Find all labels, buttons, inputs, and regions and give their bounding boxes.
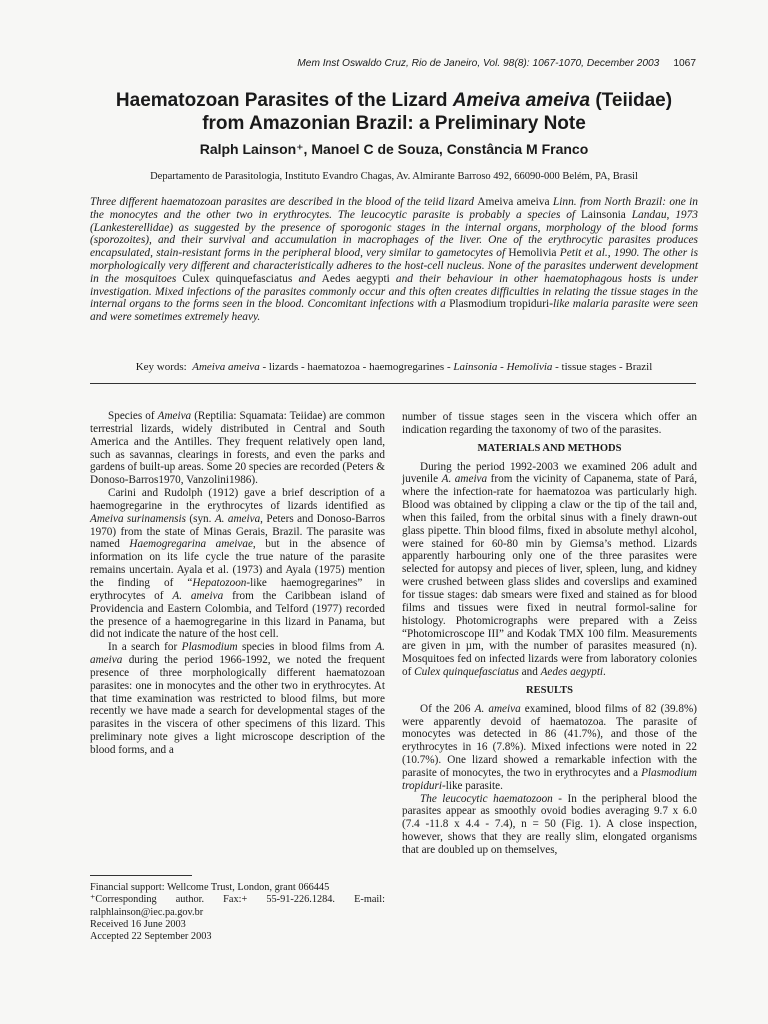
- page-number: 1067: [673, 58, 696, 69]
- right-column: [402, 411, 697, 857]
- title-line1-part2: (Teiidae): [590, 90, 673, 111]
- methods-heading: MATERIALS AND METHODS: [477, 442, 622, 454]
- keywords-label: Key words:: [135, 361, 187, 373]
- title-line2: from Amazonian Brazil: a Preliminary Note: [202, 112, 586, 134]
- running-head: [90, 58, 696, 69]
- left-column: [90, 410, 385, 757]
- keywords: Key words: Ameiva ameiva - lizards - haematozoa - haemogregarines - Lainsonia - Hemolivia - tissue stages - Brazil: [135, 361, 653, 373]
- methods-paragraph: During the period 1992-2003 we examined 206 adult and juvenile A. ameiva from the vicinity of Capanema, state of Pará, where the infection-rate for haematozoa was particularly high. Blood was obtained by clipping a claw or the tip of the tail and, when this failed, from the orbital sinus with a finely drawn-out glass pipette. Thin blood films, fixed in absolute methyl alcohol, were stained for 60-80 min by Giemsa’s method. Lizards apparently harbouring only one of the three parasites were selected for autopsy and pieces of liver, spleen, lung, and kidney were crushed between glass slides and coverslips and examined for tissue stages: dab smears were fixed and stained as for blood films and tissues were fixed in neutral formol-saline for histology. Photomicrographs were prepared with a Zeiss “Photomicroscope III” and Kodak TMX 100 film. Measurements are given in µm, with the number of parasites measured (n). Mosquitoes fed on infected lizards were from laboratory colonies of Culex quinquefasciatus and Aedes aegypti.: [402, 460, 698, 679]
- abstract-divider: [90, 383, 696, 384]
- intro-paragraph-2: Carini and Rudolph (1912) gave a brief description of a haemogregarine in the erythrocytes of lizards identified as Ameiva surinamensis (syn. A. ameiva, Peters and Donoso-Barros 1970) from the state of Minas Gerais, Brazil. The parasite was named Haemogregarina ameivae, but in the absence of information on its life cycle the true nature of the parasite remains uncertain. Ayala et al. (1973) and Ayala (1975) mention the finding of “Hepatozoon-like haemogregarines” in erythrocytes of A. ameiva from the Caribbean island of Providencia and Eastern Colombia, and Telford (1977) recorded the presence of a haemogregarine in this lizard in Panama, but did not indicate the nature of the host cell.: [90, 487, 385, 641]
- title-line1-part1: Haematozoan Parasites of the Lizard: [115, 90, 453, 111]
- article-title: [90, 90, 698, 135]
- intro-continuation: number of tissue stages seen in the viscera which offer an indication regarding the taxonomy of two of the parasites.: [402, 411, 697, 436]
- results-paragraph: Of the 206 A. ameiva examined, blood films of 82 (39.8%) were apparently devoid of haematozoa. The parasite of monocytes was detected in 86 (41.7%), and those of the erythrocytes in 16 (7.8%). Mixed infections were noted in 22 (10.7%). One lizard showed a remarkable infection with the parasite of monocytes, the two in erythrocytes and a Plasmodium tropiduri-like parasite.: [402, 702, 697, 792]
- intro-paragraph-3: In a search for Plasmodium species in blood films from A. ameiva during the period 1966-1992, we noted the frequent presence of three morphologically different haematozoan parasites: one in monocytes and the other two in erythrocytes. At that time examination was restricted to blood films, but more recently we have made a search for developmental stages of the parasites in the viscera of other specimens of this lizard. This preliminary note gives a light microscope description of the blood forms, and a: [90, 641, 385, 756]
- footnote-accepted: Accepted 22 September 2003: [90, 931, 212, 943]
- authors: Ralph Lainson⁺, Manoel C de Souza, Constância M Franco: [199, 141, 589, 157]
- journal-citation: Mem Inst Oswaldo Cruz, Rio de Janeiro, Vol. 98(8): 1067-1070, December 2003: [297, 58, 660, 69]
- title-species: Ameiva ameiva: [452, 90, 591, 111]
- results-heading: RESULTS: [526, 684, 573, 696]
- footnote-corresponding: ⁺Corresponding author. Fax:+ 55-91-226.1284. E-mail: ralphlainson@iec.pa.gov.br: [90, 894, 385, 918]
- abstract: Three different haematozoan parasites are described in the blood of the teiid lizard Ameiva ameiva Linn. from North Brazil: one in the monocytes and the other two in erythrocytes. The leucocytic parasite is probably a species of Lainsonia Landau, 1973 (Lankesterellidae) as suggested by the presence of sporogonic stages in the internal organs, morphology of the blood forms (sporozoites), and their survival and accumulation in macrophages of the liver. One of the erythrocytic parasites produces encapsulated, stain-resistant forms in the peripheral blood, very similar to gametocytes of Hemolivia Petit et al., 1990. The other is morphologically very different and characteristically adheres to the host-cell nucleus. None of the parasites underwent development in the mosquitoes Culex quinquefasciatus and Aedes aegypti and their behaviour in other haematophagous hosts is under investigation. Mixed infections of the parasites commonly occur and this often creates difficulties in relating the tissue stages in the internal organs to the forms seen in the blood. Concomitant infections with a Plasmodium tropiduri-like malaria parasite were seen and were sometimes extremely heavy.: [90, 196, 699, 324]
- footnote-received: Received 16 June 2003: [90, 918, 186, 930]
- footnote-support: Financial support: Wellcome Trust, London, grant 066445: [90, 882, 330, 893]
- leucocytic-paragraph: The leucocytic haematozoon - In the peripheral blood the parasites appear as smoothly ovoid bodies averaging 9.7 x 6.0 (7.4 -11.8 x 4.4 - 7.4), n = 50 (Fig. 1). A close inspection, however, shows that they are really slim, elongated organisms that are doubled up on themselves,: [402, 792, 697, 856]
- footnote-divider: [90, 875, 192, 876]
- intro-paragraph-1: Species of Ameiva (Reptilia: Squamata: Teiidae) are common terrestrial lizards, widely distributed in Central and South America and the Antilles. They frequent relatively open land, such as savannas, clearings in forests, and even the parks and gardens of built-up areas. Some 20 species are recorded (Peters & Donoso-Barros1970, Vanzolini1986).: [90, 410, 385, 487]
- affiliation: Departamento de Parasitologia, Instituto Evandro Chagas, Av. Almirante Barroso 492, 66090-000 Belém, PA, Brasil: [150, 171, 638, 182]
- footnotes: [90, 882, 385, 943]
